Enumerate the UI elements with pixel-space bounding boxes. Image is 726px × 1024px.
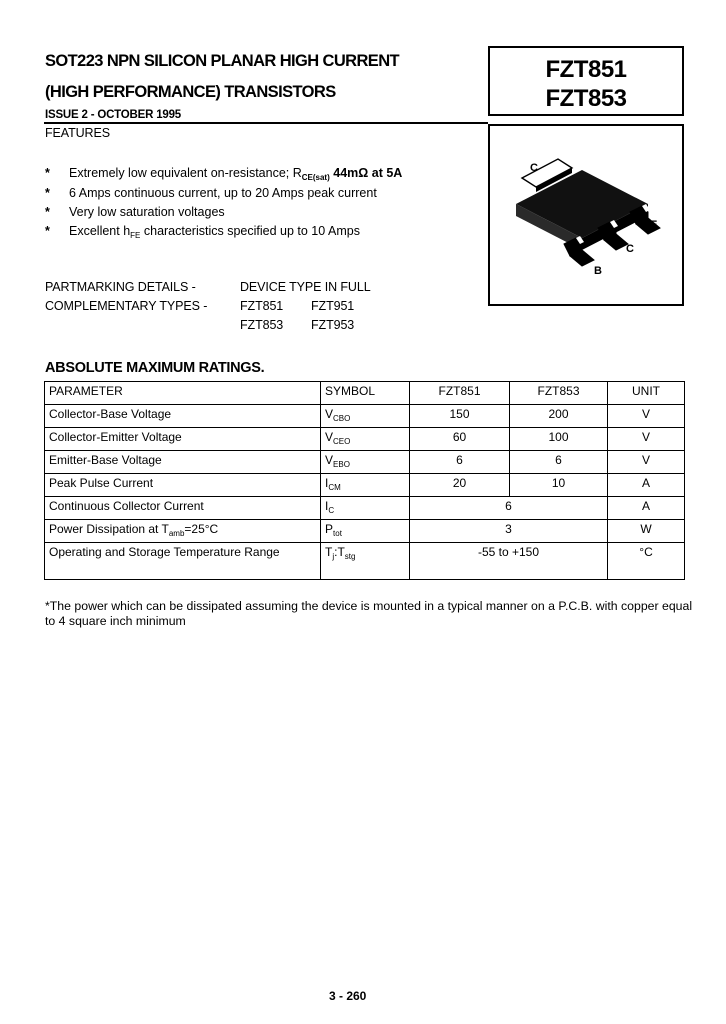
table-row: Collector-Emitter Voltage $V_{CEO}$ 60 100 V — [45, 428, 685, 451]
table-header-row — [45, 382, 685, 405]
table-row: Continuous Collector Current $I_C$ 6 A — [45, 497, 685, 520]
part-number-box — [488, 46, 684, 116]
complementary-type: FZT951 — [311, 299, 355, 313]
complementary-label: COMPLEMENTARY TYPES - — [45, 299, 208, 313]
features-heading: FEATURES — [45, 126, 110, 140]
partmarking-value: DEVICE TYPE IN FULL — [240, 280, 371, 294]
bullet-star: * — [45, 224, 50, 238]
feature-item: * 6 Amps continuous current, up to 20 Amps peak current — [45, 186, 377, 200]
pin-label-c: C — [626, 243, 634, 255]
complementary-type: FZT851 — [240, 299, 284, 313]
title-line-1: SOT223 NPN SILICON PLANAR HIGH CURRENT — [45, 52, 399, 70]
bullet-star: * — [45, 186, 50, 200]
complementary-type: FZT853 — [240, 318, 284, 332]
feature-item: * Excellent $h_{FE}$ characteristics specified up to 10 Amps — [45, 224, 360, 240]
table-header: FZT851 — [410, 382, 510, 405]
table-row: Emitter-Base Voltage $V_{EBO}$ 6 6 V — [45, 451, 685, 474]
table-header: PARAMETER — [45, 382, 321, 405]
bullet-star: * — [45, 205, 50, 219]
table-header: SYMBOL — [321, 382, 410, 405]
pin-label-b: B — [594, 265, 602, 277]
complementary-type: FZT953 — [311, 318, 355, 332]
bullet-star: * — [45, 166, 50, 180]
part-number-2: FZT853 — [545, 85, 627, 112]
ratings-table — [44, 381, 685, 580]
title-line-2: (HIGH PERFORMANCE) TRANSISTORS — [45, 83, 336, 101]
table-row: Collector-Base Voltage $V_{CBO}$ 150 200 V — [45, 405, 685, 428]
feature-item: * Very low saturation voltages — [45, 205, 225, 219]
footnote: *The power which can be dissipated assuming the device is mounted in a typical manner on a P.C.B. with copper equal to 4 square inch minimum — [45, 599, 693, 628]
page-number: 3 - 260 — [329, 989, 367, 1003]
part-number-1: FZT851 — [545, 56, 627, 83]
issue-date: ISSUE 2 - OCTOBER 1995 — [45, 109, 181, 121]
table-header: UNIT — [608, 382, 685, 405]
table-row: Peak Pulse Current $I_{CM}$ 20 10 A — [45, 474, 685, 497]
pin-label-c-top: C — [530, 162, 538, 174]
table-row: Operating and Storage Temperature Range $T_j:T_{stg}$ -55 to +150 °C — [45, 543, 685, 580]
sot223-package-icon — [490, 126, 682, 304]
table-header: FZT853 — [510, 382, 608, 405]
package-diagram-box — [488, 124, 684, 306]
table-row: Power Dissipation at $T_{amb}=25^\circ C$ $P_{tot}$ 3 W — [45, 520, 685, 543]
header-rule — [44, 122, 488, 124]
ratings-heading: ABSOLUTE MAXIMUM RATINGS. — [45, 360, 265, 376]
partmarking-label: PARTMARKING DETAILS - — [45, 280, 196, 294]
feature-item: * Extremely low equivalent on-resistance; $R_{CE(sat)}$ 44mΩ at 5A — [45, 166, 403, 182]
pin-label-e: E — [650, 219, 658, 231]
